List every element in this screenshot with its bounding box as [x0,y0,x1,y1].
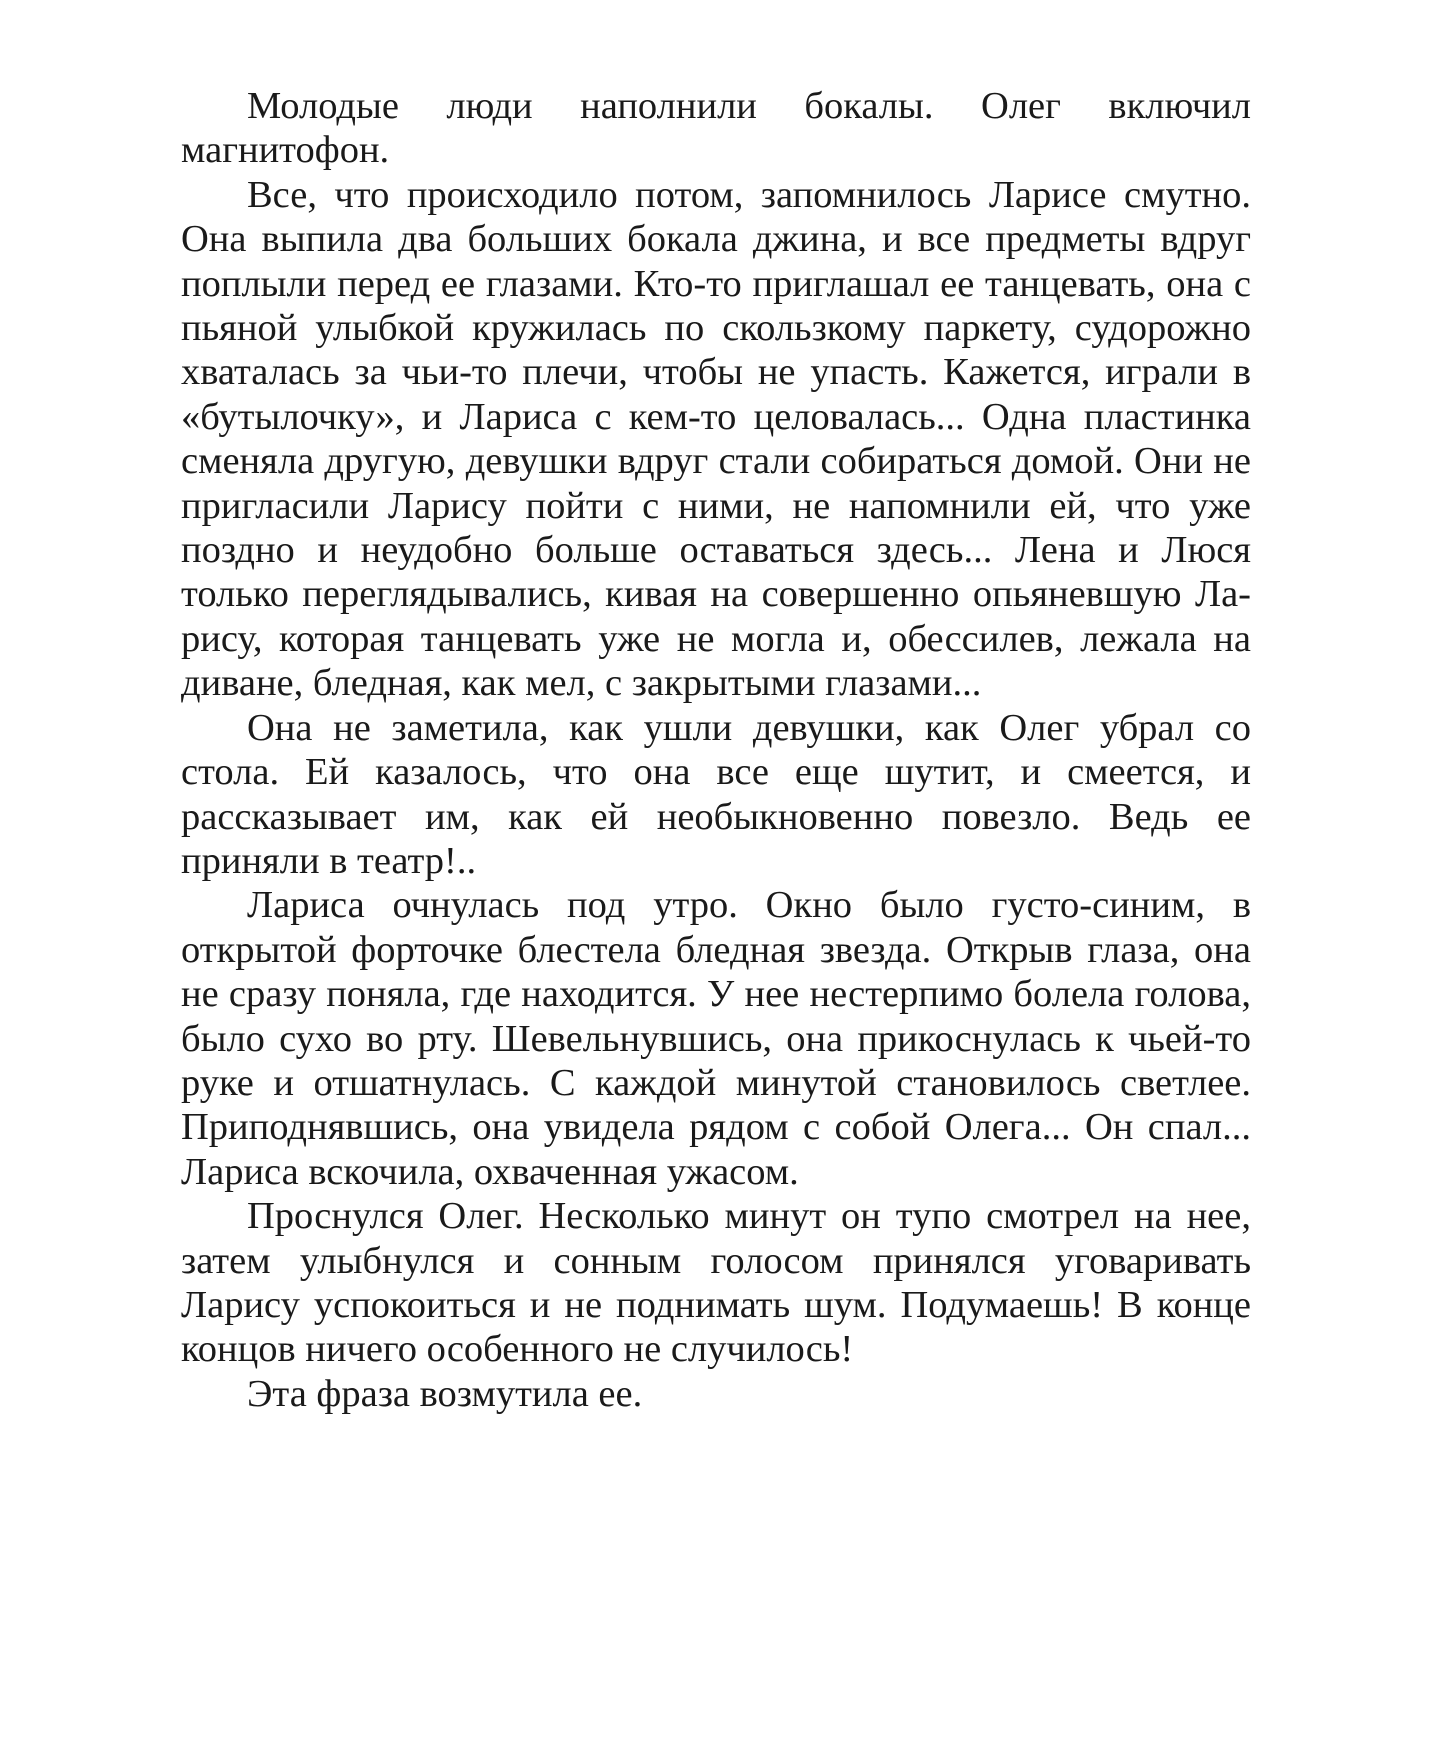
paragraph-2: Все, что происходило потом, запомнилось Ларисе смутно. Она выпила два больших бокала джина, и все предметы вдруг поплыли перед ее глазами. Кто-то приглашал ее танцевать, она с пьяной улыбкой кружилась по скользкому паркету, судорожно хваталась за чьи-то плечи, чтобы не упасть. Кажется, играли в «бутылочку», и Лариса с кем-то целовалась... Одна пластинка сменяла другую, девушки вдруг стали собираться домой. Они не пригласили Ларису пойти с ними, не напомнили ей, что уже поздно и неудобно больше оставаться здесь... Лена и Люся только переглядывались, кивая на совершенно опьяневшую Ларису, которая танцевать уже не могла и, обессилев, лежала на диване, бледная, как мел, с закрытыми глазами... [181,173,1251,705]
paragraph-6: Эта фраза возмутила ее. [247,1372,643,1415]
paragraph-4: Лариса очнулась под утро. Окно было густо-синим, в открытой форточке блестела бледная звезда. Открыв глаза, она не сразу поняла, где находится. У нее нестерпимо болела голова, было сухо во рту. Шевельнувшись, она прикоснулась к чьей-то руке и отшатнулась. С каждой минутой становилось светлее. Приподнявшись, она увидела рядом с собой Олега... Он спал... Лариса вскочила, охваченная ужасом. [181,884,1251,1193]
paragraph-5: Проснулся Олег. Несколько минут он тупо смотрел на нее, затем улыбнулся и сонным голосом принялся уговаривать Ларису успокоиться и не поднимать шум. Подумаешь! В конце концов ничего особенного не случилось! [181,1195,1251,1371]
paragraph-3: Она не заметила, как ушли девушки, как Олег убрал со стола. Ей казалось, что она все еще шутит, и смеется, и рассказывает им, как ей необыкновенно повезло. Ведь ее приняли в театр!.. [181,706,1251,882]
paragraph-1: Молодые люди наполнили бокалы. Олег включил магнитофон. [181,85,1251,172]
body-text [181,84,1251,1416]
